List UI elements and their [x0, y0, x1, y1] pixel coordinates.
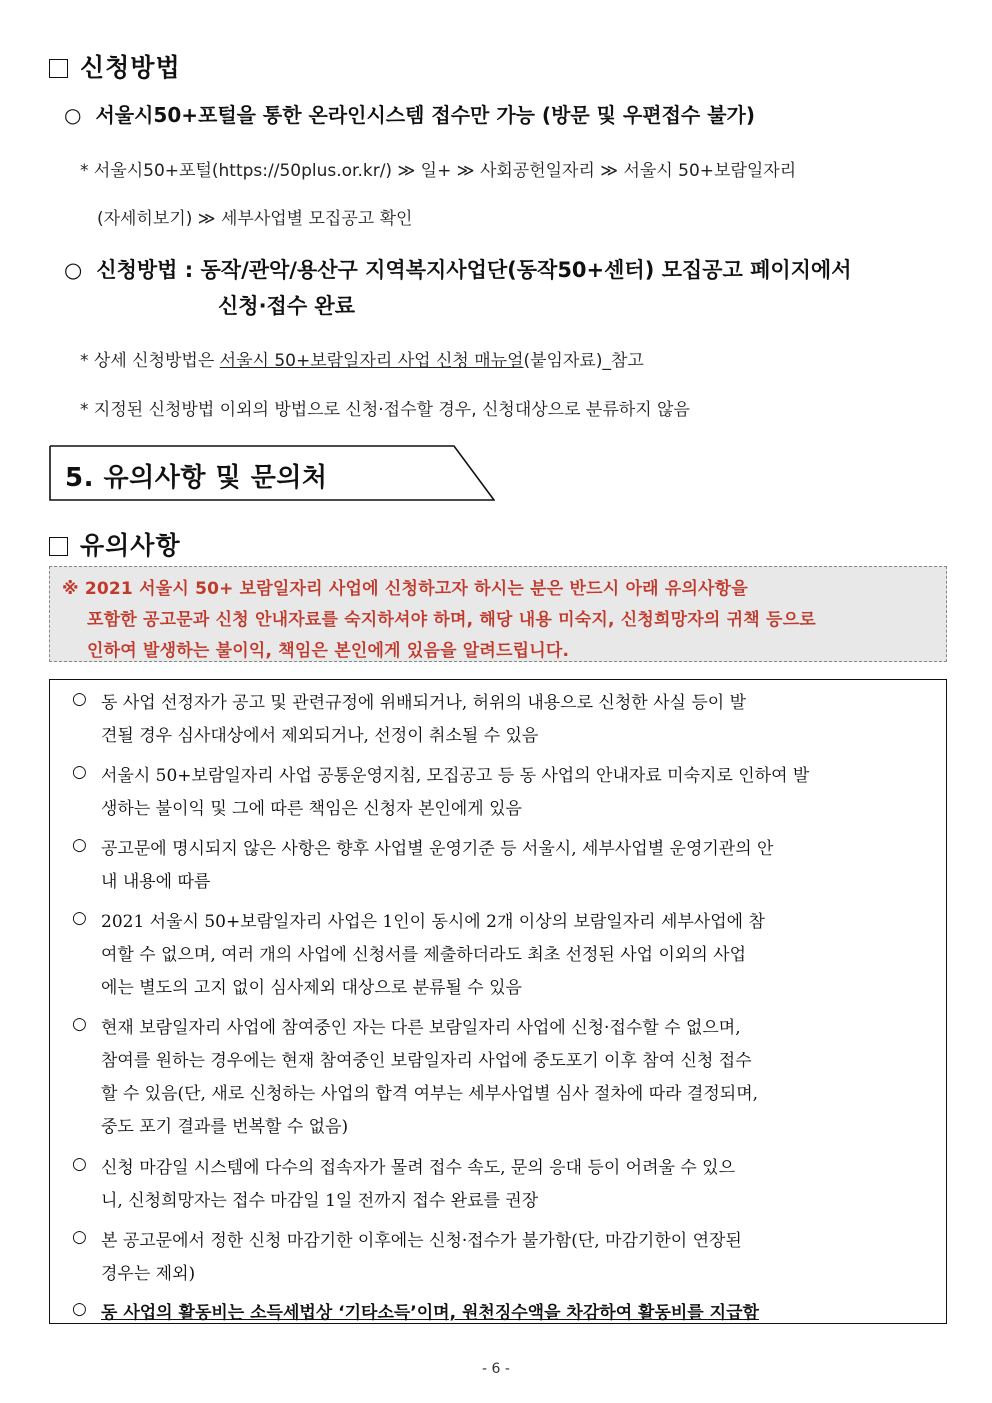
list-item-line: 할 수 있음(단, 새로 신청하는 사업의 합격 여부는 세부사업별 심사 절차에 따라 결정되며,: [101, 1084, 759, 1104]
circle-bullet-icon: ○: [72, 1154, 87, 1174]
list-item-line: 서울시 50+보람일자리 사업 공통운영지침, 모집공고 등 동 사업의 안내자료 미숙지로 인하여 발: [101, 766, 810, 786]
list-item-line: 본 공고문에서 정한 신청 마감기한 이후에는 신청·접수가 불가함(단, 마감기한이 연장된: [101, 1231, 742, 1251]
banner-title: 5. 유의사항 및 문의처: [65, 463, 328, 493]
notice-line: 포함한 공고문과 신청 안내자료를 숙지하셔야 하며, 해당 내용 미숙지, 신청희망자의 귀책 등으로: [87, 610, 816, 630]
note-portal-path-line1: * 서울시50+포털(https://50plus.or.kr/) ≫ 일+ ≫ 사회공헌일자리 ≫ 서울시 50+보람일자리: [80, 161, 797, 181]
list-item-line: 생하는 불이익 및 그에 따른 책임은 신청자 본인에게 있음: [101, 799, 522, 819]
circle-bullet-icon: ○: [64, 103, 82, 127]
bullet-application-method: [64, 254, 852, 284]
section-title: 유의사항: [80, 531, 181, 560]
list-item-line: 경우는 제외): [101, 1264, 196, 1284]
bullet-text: 신청방법 : 동작/관악/용산구 지역복지사업단(동작50+센터) 모집공고 페이지에서: [96, 258, 852, 282]
precautions-list: [49, 679, 947, 1324]
list-item-line: 동 사업 선정자가 공고 및 관련규정에 위배되거나, 허위의 내용으로 신청한 사실 등이 발: [101, 693, 747, 713]
section-heading-application-method: [49, 48, 181, 84]
list-item-line: 니, 신청희망자는 접수 마감일 1일 전까지 접수 완료를 권장: [101, 1191, 539, 1211]
list-item-line: 중도 포기 결과를 번복할 수 없음): [101, 1117, 349, 1137]
list-item-line: 견될 경우 심사대상에서 제외되거나, 선정이 취소될 수 있음: [101, 726, 539, 746]
list-item-line: 참여를 원하는 경우에는 현재 참여중인 보람일자리 사업에 중도포기 이후 참여 신청 접수: [101, 1051, 752, 1071]
circle-bullet-icon: ○: [72, 1299, 87, 1319]
notice-line: ※ 2021 서울시 50+ 보람일자리 사업에 신청하고자 하시는 분은 반드시 아래 유의사항을: [62, 579, 748, 599]
page-number: - 6 -: [482, 1361, 510, 1377]
section5-banner: [49, 445, 495, 501]
circle-bullet-icon: ○: [72, 908, 87, 928]
list-item-line: 공고문에 명시되지 않은 사항은 향후 사업별 운영기준 등 서울시, 세부사업별 운영기관의 안: [101, 839, 774, 859]
list-item-line: 현재 보람일자리 사업에 참여중인 자는 다른 보람일자리 사업에 신청·접수할 수 없으며,: [101, 1018, 741, 1038]
circle-bullet-icon: ○: [72, 762, 87, 782]
bullet-text: 서울시50+포털을 통한 온라인시스템 접수만 가능 (방문 및 우편접수 불가): [95, 103, 755, 127]
list-item-line: 신청 마감일 시스템에 다수의 접속자가 몰려 접수 속도, 문의 응대 등이 어려울 수 있으: [101, 1158, 736, 1178]
note-portal-path-line2: (자세히보기) ≫ 세부사업별 모집공고 확인: [97, 209, 413, 229]
circle-bullet-icon: ○: [72, 1227, 87, 1247]
section-heading-precautions: [49, 526, 181, 562]
bullet-online-only: [64, 99, 755, 128]
section-title: 신청방법: [80, 53, 181, 82]
manual-link[interactable]: 서울시 50+보람일자리 사업 신청 매뉴얼: [219, 351, 524, 371]
list-item-line: 에는 별도의 고지 없이 심사제외 대상으로 분류될 수 있음: [101, 978, 522, 998]
circle-bullet-icon: ○: [64, 258, 83, 282]
checkbox-icon: [49, 59, 68, 78]
circle-bullet-icon: ○: [72, 1014, 87, 1034]
note-designated-method: * 지정된 신청방법 이외의 방법으로 신청·접수할 경우, 신청대상으로 분류하지 않음: [80, 400, 690, 420]
notice-box: [49, 566, 947, 662]
circle-bullet-icon: ○: [72, 835, 87, 855]
list-item-line: 여할 수 없으며, 여러 개의 사업에 신청서를 제출하더라도 최초 선정된 사업 이외의 사업: [101, 945, 747, 965]
list-item-line: 2021 서울시 50+보람일자리 사업은 1인이 동시에 2개 이상의 보람일자리 세부사업에 참: [101, 912, 765, 932]
checkbox-icon: [49, 537, 68, 556]
bullet-application-method-line2: 신청·접수 완료: [218, 294, 356, 318]
circle-bullet-icon: ○: [72, 689, 87, 709]
list-item-line: 내 내용에 따름: [101, 872, 211, 892]
list-item-line-emphasis: 동 사업의 활동비는 소득세법상 ‘기타소득’이며, 원천징수액을 차감하여 활동비를 지급함: [101, 1303, 759, 1323]
note-manual-reference: * 상세 신청방법은 서울시 50+보람일자리 사업 신청 매뉴얼(붙임자료)_참고: [80, 351, 644, 371]
notice-line: 인하여 발생하는 불이익, 책임은 본인에게 있음을 알려드립니다.: [87, 641, 570, 661]
